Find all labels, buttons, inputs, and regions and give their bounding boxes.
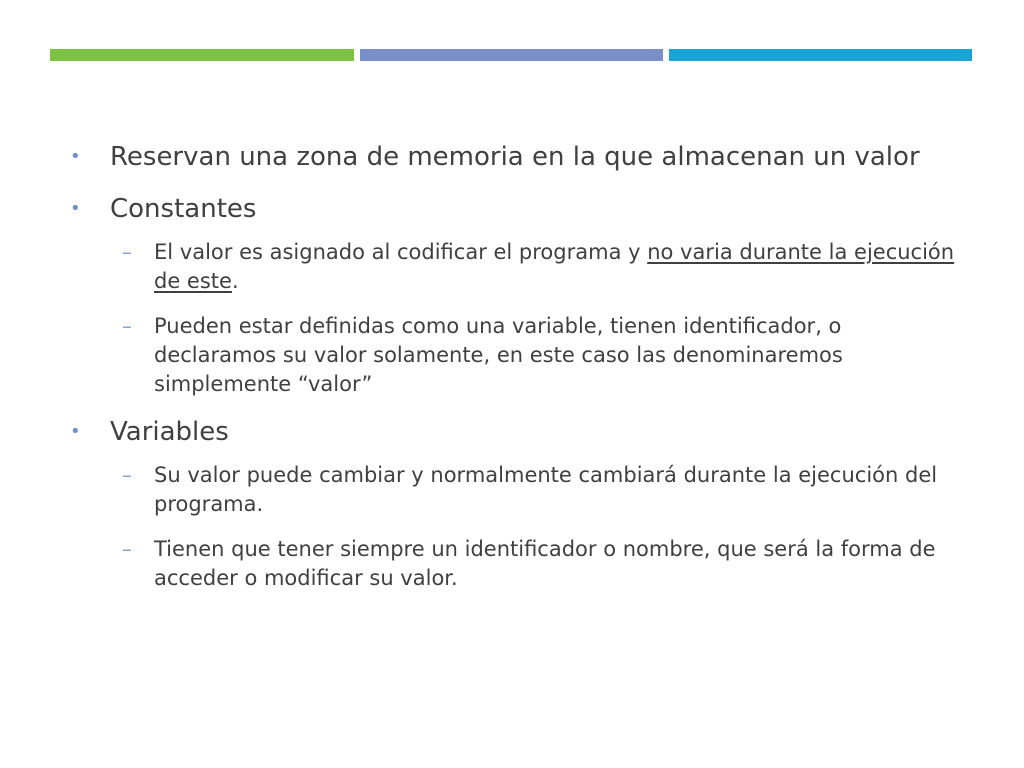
dash-icon: – [122,314,132,338]
top-bar-blue [360,49,663,61]
bullet-item [70,140,970,174]
bullet-text: Reservan una zona de memoria en la que almacenan un valor [110,142,920,172]
top-bar-cyan [669,49,972,61]
top-bar-green [50,49,354,61]
sub-bullet-text-start: El valor es asignado al codificar el programa y [154,240,648,264]
bullet-text: Constantes [110,194,257,224]
sub-bullet-text [154,240,954,293]
sub-bullet-text: Su valor puede cambiar y normalmente cambiará durante la ejecución del programa. [154,463,938,516]
slide-content [70,140,970,609]
dash-icon: – [122,463,132,487]
bullet-icon: • [70,198,81,219]
sub-bullet-text: Pueden estar definidas como una variable, tienen identificador, o declaramos su valor solamente, en este caso las denominaremos simplemente “valor” [154,314,843,396]
sub-bullet-item [70,535,970,593]
sub-bullet-item [70,238,970,296]
dash-icon: – [122,240,132,264]
dash-icon: – [122,537,132,561]
bullet-icon: • [70,421,81,442]
bullet-text: Variables [110,417,229,447]
bullet-item [70,415,970,449]
sub-bullet-text: Tienen que tener siempre un identificador o nombre, que será la forma de acceder o modificar su valor. [154,537,936,590]
sub-bullet-item [70,461,970,519]
bullet-icon: • [70,146,81,167]
sub-bullet-item [70,312,970,399]
underlined-text: no varia durante la ejecución de este [154,240,955,293]
bullet-item [70,192,970,226]
sub-bullet-text-end: . [231,269,239,293]
